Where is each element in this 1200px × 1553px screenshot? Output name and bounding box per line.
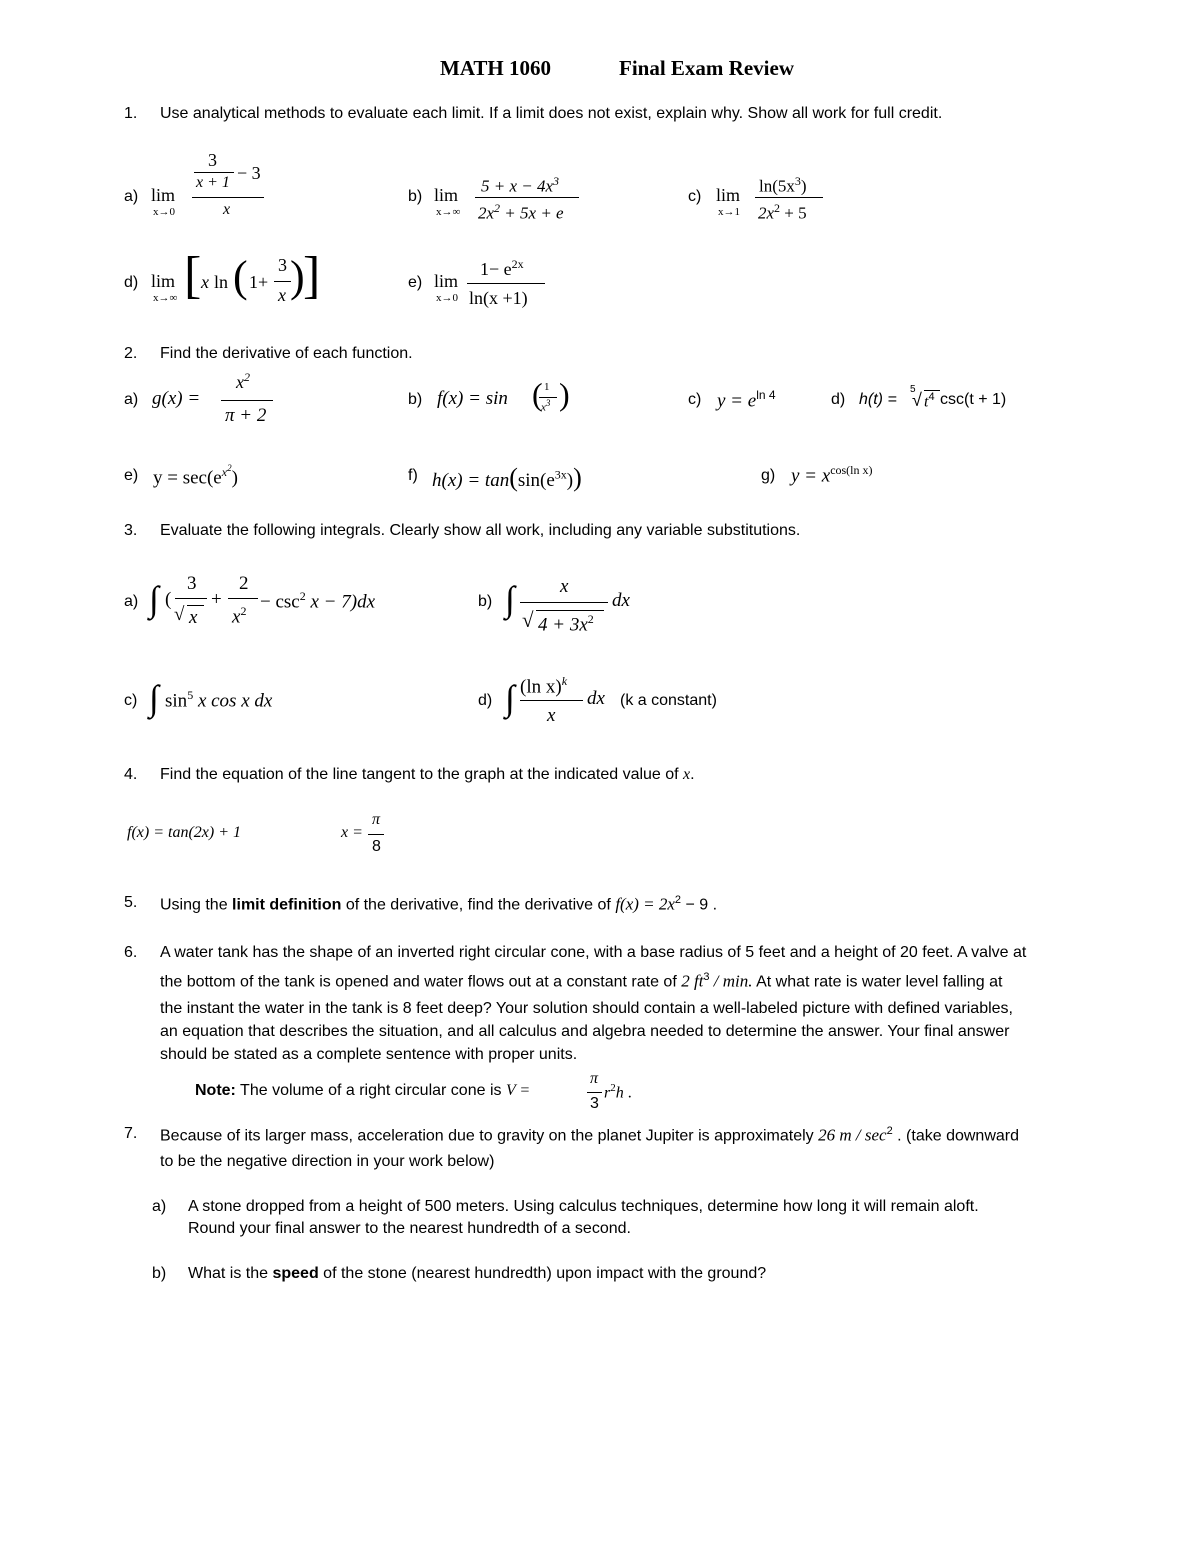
q3b-integral-sign: ∫ (505, 579, 515, 619)
q2b-num: 1 (544, 381, 550, 393)
q3a-rest-text: − csc (260, 591, 300, 613)
question-6-number: 6. (124, 944, 138, 961)
q1c-num-text: ln(5x (759, 176, 795, 196)
q6-note-r-exp: 2 (610, 1082, 616, 1094)
q4-prompt-prefix: Find the equation of the line tangent to the graph at the indicated value of (160, 766, 684, 783)
q3a-rest (260, 589, 375, 613)
q1c-den-exp: 2 (774, 201, 781, 215)
q1b-num (481, 174, 559, 197)
q5-func-rest: − 9 . (681, 896, 718, 914)
q3b-bar (520, 602, 608, 603)
q4-function: f(x) = tan(2x) + 1 (127, 824, 241, 841)
q3a-f2-den (232, 604, 246, 628)
q2a-bar (221, 400, 273, 401)
question-1-number: 1. (124, 105, 138, 122)
q1d-bracket-left: [ (184, 247, 202, 304)
q2e-close: ) (231, 467, 238, 489)
q2d-rest: csc(t + 1) (940, 391, 1007, 408)
q1e-bar (467, 283, 545, 284)
q3a-f1-den: x (189, 607, 198, 628)
question-5-text (160, 894, 717, 914)
q3c-integral-sign: ∫ (149, 678, 159, 718)
q3c-body-text: sin (165, 690, 188, 712)
q2f-expr (432, 463, 582, 493)
q1a-inner-bar (194, 172, 234, 173)
q7b-rest: of the stone (nearest hundredth) upon impact with the ground? (318, 1265, 767, 1282)
q2f-exp: 3x (554, 467, 567, 482)
question-1-prompt: Use analytical methods to evaluate each limit. If a limit does not exist, explain why. Show all work for full credit. (160, 105, 943, 122)
q4-x-num: π (372, 811, 381, 828)
question-2-number: 2. (124, 345, 138, 362)
q7-line1b: . (take downward (892, 1127, 1019, 1145)
q3b-radical: √ (522, 608, 534, 632)
q1b-den (478, 201, 564, 224)
q2g-label: g) (761, 467, 776, 484)
q4-x-eq: x = (341, 824, 363, 841)
q3d-num (520, 674, 567, 698)
q6-note-end: . (623, 1084, 632, 1102)
q6-note-r: r (604, 1084, 611, 1102)
q1c-lim: lim (716, 185, 741, 205)
q1c-lim-sub: x→1 (718, 206, 740, 218)
q3a-rest-exp: 2 (299, 589, 306, 603)
q2f-lhs: h(x) = tan (432, 470, 510, 491)
q3b-den-exp: 2 (587, 612, 594, 626)
q7b-bold: speed (272, 1265, 319, 1282)
q6-rate: 2 ft (681, 971, 704, 991)
q1d-paren-right: ) (290, 252, 305, 301)
q5-prefix: Using the (160, 896, 233, 914)
q2f-paren-open: ( (509, 463, 518, 492)
question-2-prompt: Find the derivative of each function. (160, 345, 413, 362)
q4-x-den: 8 (372, 838, 381, 855)
q2e-label: e) (124, 467, 139, 484)
q1b-lim-sub: x→∞ (436, 206, 461, 218)
q2c-lhs-text: y = e (717, 390, 757, 412)
q2g-expr (791, 463, 873, 487)
q4-prompt-var: x (683, 766, 691, 783)
q2c-label: c) (688, 391, 702, 408)
q6-note-num: π (590, 1070, 599, 1087)
q3a-f2-den-exp: 2 (240, 604, 247, 618)
question-4-number: 4. (124, 766, 138, 783)
q2d-radicand (924, 391, 935, 411)
q7-line1a: Because of its larger mass, acceleration due to gravity on the planet Jupiter is approximately (160, 1127, 819, 1145)
q2e-exp-base: x (221, 465, 228, 479)
q7a-line1: A stone dropped from a height of 500 meters. Using calculus techniques, determine how long it will remain aloft. (188, 1198, 979, 1215)
q1d-lim: lim (151, 271, 176, 291)
q6-line2a: the bottom of the tank is opened and water flows out at a constant rate of (160, 973, 682, 991)
q6-line2b: At what rate is water level falling at (752, 973, 1003, 991)
q3d-note: (k a constant) (620, 692, 717, 709)
q1c-num-close: ) (800, 176, 807, 196)
q7-accel-exp: 2 (886, 1125, 893, 1137)
q2b-lhs: f(x) = sin (437, 388, 508, 409)
q3a-f1-radical: √ (174, 604, 185, 625)
q7b-text (188, 1265, 766, 1283)
q1a-lim-sub: x→0 (153, 206, 175, 218)
q7a-label: a) (152, 1198, 167, 1215)
q1b-label: b) (408, 188, 423, 205)
q2g-lhs: y = x (791, 465, 831, 487)
q6-note-text: The volume of a right circular cone is (235, 1082, 506, 1099)
q3d-den: x (547, 705, 556, 726)
q6-note-den: 3 (590, 1095, 599, 1112)
q6-rate-rest: / min. (709, 971, 753, 991)
q1e-lim-sub: x→0 (436, 292, 458, 304)
q1d-one-plus: 1+ (249, 272, 269, 292)
q3d-num-text: (ln x) (520, 676, 562, 698)
q2f-inner: sin(e (517, 470, 555, 491)
q3a-open: ( (165, 589, 172, 610)
q3a-f1-radical-bar (187, 605, 204, 606)
q3b-den (538, 612, 594, 636)
page-title: Final Exam Review (619, 56, 794, 80)
q2a-num (236, 370, 250, 393)
q2d-radical-sign: √ (912, 390, 922, 410)
q2b-label: b) (408, 391, 423, 408)
q1e-lim: lim (434, 271, 459, 291)
q2e-exp2: 2 (227, 463, 232, 473)
q3a-plus: + (211, 589, 222, 610)
q1b-lim: lim (434, 185, 459, 205)
q3c-exp: 5 (187, 688, 194, 702)
q3b-den-text: 4 + 3x (538, 614, 588, 636)
q3b-radical-bar (536, 610, 604, 611)
q6-note (195, 1082, 530, 1100)
q2d-label: d) (831, 391, 846, 408)
q1a-den: x (223, 201, 231, 218)
q6-note-h: h (615, 1084, 624, 1102)
q2d-radicand-exp: 4 (928, 391, 935, 403)
q3d-integral-sign: ∫ (505, 678, 515, 718)
q1e-num (480, 257, 524, 280)
q2d-root-index: 5 (910, 384, 916, 395)
q1b-den-text: 2x (478, 203, 495, 223)
q2a-num-exp: 2 (244, 370, 250, 384)
q2a-num-text: x (236, 372, 244, 392)
q2b-den (541, 398, 550, 414)
q4-x-bar (368, 834, 384, 835)
q3c-rest: x cos x dx (193, 690, 273, 712)
q2b-den-text: x (541, 401, 546, 414)
q6-note-label: Note: (195, 1082, 236, 1099)
q1c-den-text: 2x (758, 203, 775, 223)
q1a-label: a) (124, 188, 139, 205)
q6-line2 (160, 971, 1002, 991)
q3a-f1-bar (175, 598, 207, 599)
q2c-lhs (717, 388, 776, 412)
course-code: MATH 1060 (440, 56, 552, 80)
q2a-lhs: g(x) = (152, 388, 201, 409)
q1b-num-text: 5 + x − 4x (481, 176, 554, 196)
q2f-label: f) (408, 467, 418, 484)
q1b-bar (475, 197, 579, 198)
q1a-inner-den: x + 1 (196, 174, 230, 191)
q1d-bracket-right: ] (303, 247, 321, 304)
q2d-radicand-text: t (924, 393, 929, 411)
q5-middle: of the derivative, find the derivative of (341, 896, 616, 914)
q7b-prefix: What is the (188, 1265, 273, 1282)
q7a-line2: Round your final answer to the nearest hundredth of a second. (188, 1220, 631, 1237)
q5-func-exp: 2 (674, 894, 682, 906)
q3a-f2-den-text: x (232, 606, 241, 628)
q1c-bar (755, 197, 823, 198)
q5-func: f(x) = 2x (615, 894, 675, 914)
q2f-paren-close: ) (573, 463, 582, 492)
q1b-den-exp: 2 (494, 201, 501, 215)
q5-bold: limit definition (232, 896, 342, 914)
q1a-lim: lim (151, 185, 176, 205)
q2d-lhs: h(t) = (859, 391, 897, 408)
q2g-exp: cos(ln x) (830, 463, 873, 477)
q7-accel: 26 m / sec (818, 1125, 887, 1145)
q1d-frac-bar (274, 281, 291, 282)
q6-note-lhs: V = (505, 1082, 531, 1099)
q2e-lhs: y = sec(e (153, 467, 222, 489)
question-3-prompt: Evaluate the following integrals. Clearly show all work, including any variable substitutions. (160, 522, 801, 539)
q1c-label: c) (688, 188, 702, 205)
question-4-prompt (160, 766, 695, 784)
q6-note-rest (604, 1082, 632, 1102)
q6-note-bar (587, 1092, 602, 1093)
q1e-den: ln(x +1) (469, 288, 528, 308)
q1d-paren-left: ( (233, 252, 248, 301)
q1d-ln: ln (214, 272, 229, 292)
q1b-den-rest: + 5x + e (500, 203, 564, 223)
q1c-num (759, 174, 807, 197)
q1d-frac-den: x (278, 285, 286, 305)
question-7-number: 7. (124, 1125, 138, 1142)
q2e-expr (153, 463, 238, 489)
q3b-label: b) (478, 593, 493, 610)
q1c-num-exp: 3 (794, 174, 801, 188)
q2f-close: ) (566, 470, 574, 491)
q1c-den (758, 201, 807, 224)
q1e-label: e) (408, 274, 423, 291)
q1c-den-rest: + 5 (780, 203, 807, 223)
q3d-label: d) (478, 692, 493, 709)
q3d-bar (520, 700, 583, 701)
q3a-label: a) (124, 593, 139, 610)
q3c-label: c) (124, 692, 138, 709)
q6-line1: A water tank has the shape of an inverted right circular cone, with a base radius of 5 feet and a height of 20 feet. A valve at (160, 944, 1027, 961)
q2a-den: π + 2 (225, 405, 267, 426)
q7-line2: to be the negative direction in your work below) (160, 1153, 495, 1170)
q3c-body (165, 688, 272, 712)
q1e-num-exp: 2x (511, 257, 524, 271)
q3d-dx: dx (587, 688, 605, 709)
q1b-num-exp: 3 (553, 174, 560, 188)
q2e-exp (222, 465, 232, 479)
q6-line3: the instant the water in the tank is 8 feet deep? Your solution should contain a well-labeled picture with defined variables, (160, 1000, 1013, 1017)
q7b-label: b) (152, 1265, 167, 1282)
q1d-label: d) (124, 274, 139, 291)
q2b-paren-right: ) (559, 376, 570, 412)
q6-line4: an equation that describes the situation, and all calculus and algebra needed to determine the answer. Your final answer (160, 1023, 1010, 1040)
q3a-integral-sign: ∫ (149, 579, 159, 619)
q3a-rest2: x − 7)dx (305, 591, 375, 613)
q2a-label: a) (124, 391, 139, 408)
question-3-number: 3. (124, 522, 138, 539)
q3b-num: x (560, 576, 569, 597)
q6-rate-exp: 3 (703, 971, 710, 983)
q1d-frac-num: 3 (278, 255, 287, 275)
q3a-f2-num: 2 (239, 573, 249, 594)
q7-line1 (160, 1125, 1019, 1145)
q3a-f1-num: 3 (187, 573, 197, 594)
q4-prompt-end: . (690, 766, 695, 783)
q3d-num-exp: k (561, 674, 568, 688)
q3a-f2-bar (228, 598, 258, 599)
q1a-main-bar (192, 197, 264, 198)
question-5-number: 5. (124, 894, 138, 911)
q1d-x: x (201, 272, 209, 292)
q2b-den-exp: 3 (545, 398, 551, 408)
q1e-num-text: 1− e (480, 259, 512, 279)
q2b-paren-left: ( (532, 376, 543, 412)
q1d-lim-sub: x→∞ (153, 292, 178, 304)
q3b-dx: dx (612, 590, 630, 611)
q2c-exp: ln 4 (756, 388, 776, 402)
q1a-minus3: − 3 (237, 163, 261, 183)
q1a-inner-num: 3 (208, 150, 217, 170)
q6-line5: should be stated as a complete sentence with proper units. (160, 1046, 578, 1063)
